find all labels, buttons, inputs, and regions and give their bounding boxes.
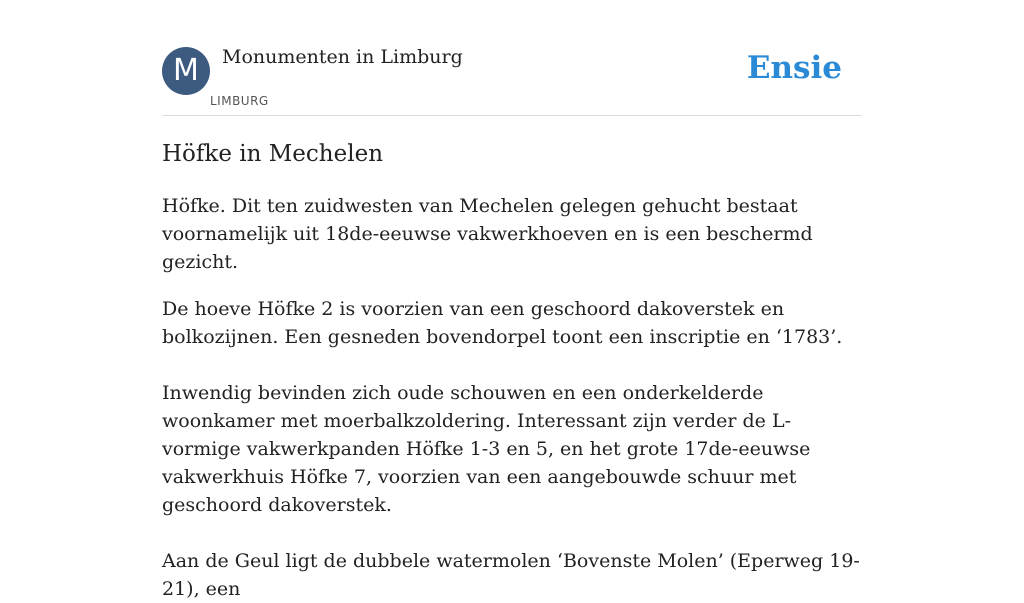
- article-paragraph: De hoeve Höfke 2 is voorzien van een geschoord dakoverstek en bolkozijnen. Een gesneden bovendorpel toont een inscriptie en ‘1783’.: [162, 298, 843, 348]
- article-title: Höfke in Mechelen: [162, 141, 384, 167]
- article: [162, 138, 864, 603]
- site-title[interactable]: Monumenten in Limburg: [222, 46, 463, 68]
- article-paragraph: Höfke. Dit ten zuidwesten van Mechelen gelegen gehucht bestaat voornamelijk uit 18de-eeuwse vakwerkhoeven en is een beschermd gezicht.: [162, 195, 813, 273]
- category-link[interactable]: LIMBURG: [210, 94, 269, 108]
- paragraph-spacer: [162, 519, 864, 547]
- site-header: [162, 40, 862, 116]
- article-paragraph: Inwendig bevinden zich oude schouwen en een onderkelderde woonkamer met moerbalkzoldering. Interessant zijn verder de L-vormige vakwerkpanden Höfke 1-3 en 5, en het grote 17de-eeuwse vakwerkhuis Höfke 7, voorzien van een aangebouwde schuur met geschoord dakoverstek.: [162, 382, 811, 516]
- avatar[interactable]: M: [162, 47, 210, 95]
- paragraph-spacer: [162, 276, 864, 295]
- brand-logo[interactable]: Ensie: [746, 50, 842, 86]
- article-paragraph: Aan de Geul ligt de dubbele watermolen ‘Bovenste Molen’ (Eperweg 19-21), een: [162, 550, 860, 600]
- paragraph-spacer: [162, 351, 864, 379]
